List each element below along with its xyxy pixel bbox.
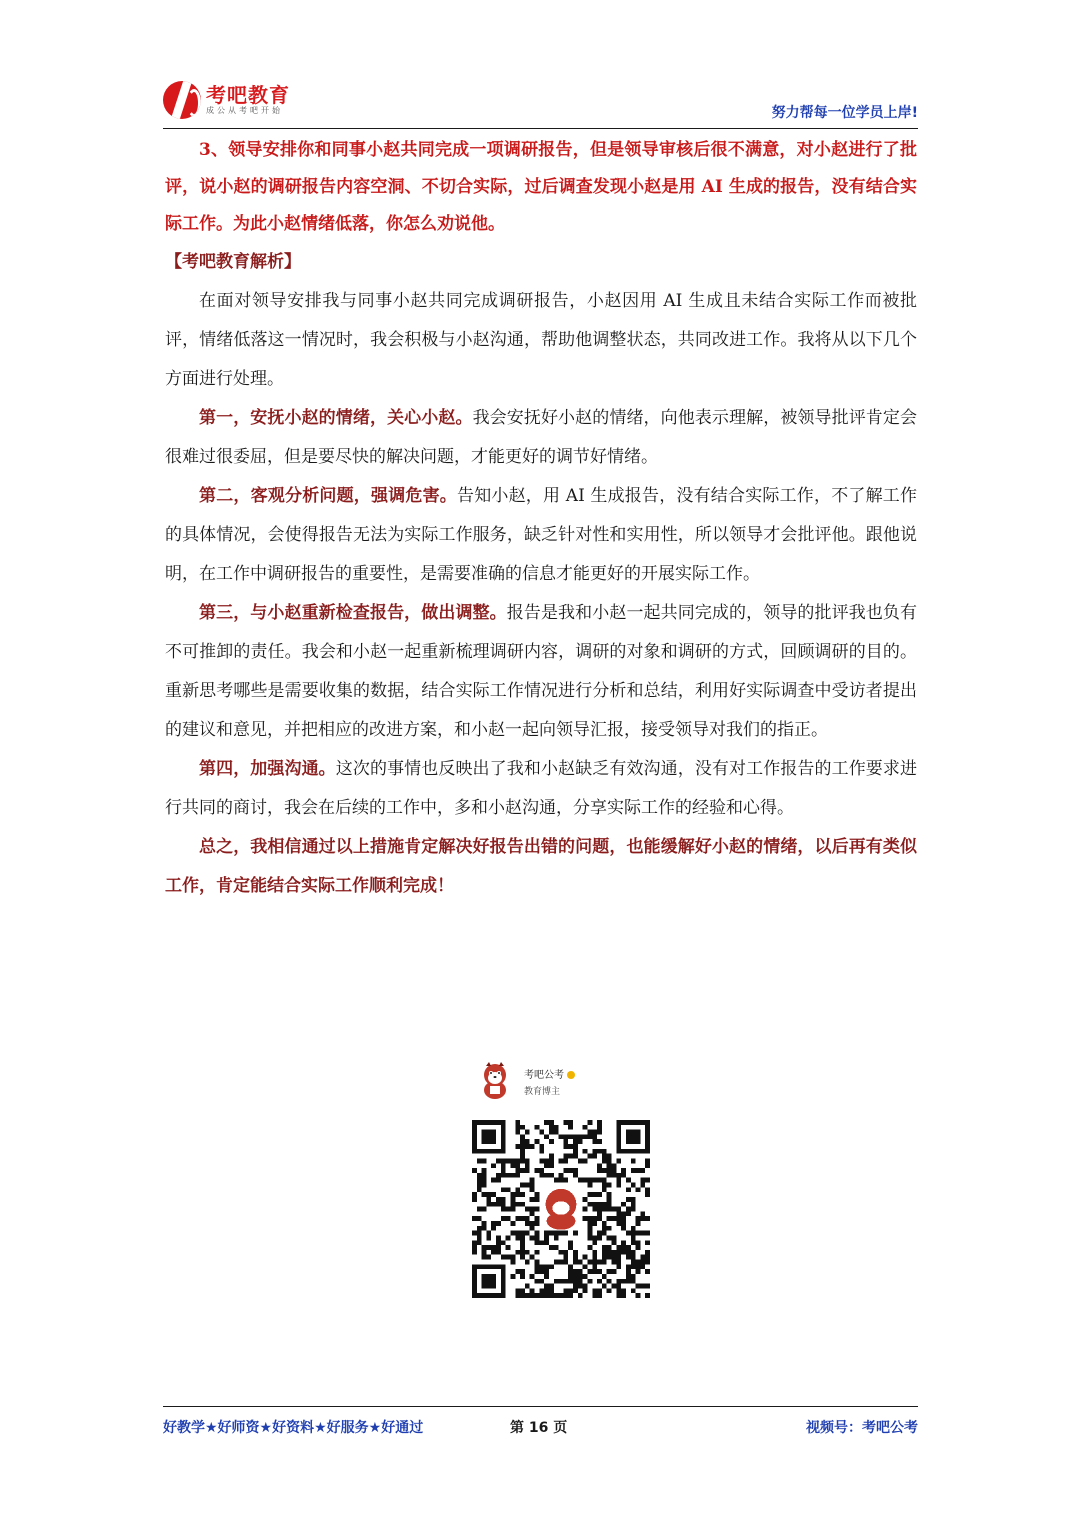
brand-logo (163, 78, 290, 122)
point-text-3: 报告是我和小赵一起共同完成的，领导的批评我也负有不可推卸的责任。我会和小赵一起重新梳理调研内容，调研的对象和调研的方式，回顾调研的目的。重新思考哪些是需要收集的数据，结合实际工作情况进行分析和总结，利用好实际调查中受访者提出的建议和意见，并把相应的改进方案，和小赵一起向领导汇报，接受领导对我们的指正。 (165, 603, 918, 740)
point-text-2: 告知小赵，用 AI 生成报告，没有结合实际工作，不了解工作的具体情况，会使得报告无法为实际工作服务，缺乏针对性和实用性，所以领导才会批评他。跟他说明，在工作中调研报告的重要性，是需要准确的信息才能更好的开展实际工作。 (165, 486, 917, 584)
profile-role: 教育博主 (524, 1087, 561, 1097)
point-lead-3: 第三，与小赵重新检查报告，做出调整。 (199, 603, 507, 623)
page-header (163, 78, 918, 129)
point-lead-1: 第一，安抚小赵的情绪，关心小赵。 (199, 408, 473, 428)
point-text-4: 这次的事情也反映出了我和小赵缺乏有效沟通，没有对工作报告的工作要求进行共同的商讨，我会在后续的工作中，多和小赵沟通，分享实际工作的经验和心得。 (165, 759, 917, 818)
mascot-avatar-icon (478, 1060, 512, 1100)
point-lead-2: 第二，客观分析问题，强调危害。 (199, 486, 457, 506)
header-motto: 努力帮每一位学员上岸! (771, 105, 918, 121)
point-paragraph-4 (165, 750, 917, 828)
analysis-title: 【考吧教育解析】 (165, 252, 301, 272)
page-footer (163, 1406, 918, 1439)
footer-channel: 视频号：考吧公考 (806, 1420, 918, 1436)
point-lead-4: 第四，加强沟通。 (199, 759, 336, 779)
point-paragraph-3 (165, 594, 917, 750)
page-number: 第 16 页 (510, 1420, 568, 1436)
point-text-1: 我会安抚好小赵的情绪，向他表示理解，被领导批评肯定会很难过很委屈，但是要尽快的解决问题，才能更好的调节好情绪。 (165, 408, 918, 467)
point-paragraph-1 (165, 399, 917, 477)
document-body (165, 132, 917, 906)
footer-slogan: 好教学★好师资★好资料★好服务★好通过 (163, 1420, 424, 1436)
point-paragraph-2 (165, 477, 917, 594)
verified-badge-icon (567, 1071, 575, 1079)
brand-slogan: 成公从考吧开始 (206, 106, 283, 115)
conclusion-paragraph: 总之，我相信通过以上措施肯定解决好报告出错的问题，也能缓解好小赵的情绪，以后再有类似工作，肯定能结合实际工作顺利完成！ (165, 837, 917, 896)
question-text: 3、领导安排你和同事小赵共同完成一项调研报告，但是领导审核后很不满意，对小赵进行了批评，说小赵的调研报告内容空洞、不切合实际，过后调查发现小赵是用 AI 生成的报告，没有结合实际工作。为此小赵情绪低落，你怎么劝说他。 (165, 140, 917, 234)
profile-header (472, 1058, 652, 1106)
intro-paragraph: 在面对领导安排我与同事小赵共同完成调研报告，小赵因用 AI 生成且未结合实际工作而被批评，情绪低落这一情况时，我会积极与小赵沟通，帮助他调整状态，共同改进工作。我将从以下几个方面进行处理。 (165, 291, 917, 389)
brand-logo-icon (163, 81, 201, 119)
qr-code-icon (472, 1120, 650, 1298)
profile-name: 考吧公考 (524, 1066, 575, 1081)
brand-name: 考吧教育 (206, 83, 290, 107)
qr-card (472, 1058, 652, 1298)
